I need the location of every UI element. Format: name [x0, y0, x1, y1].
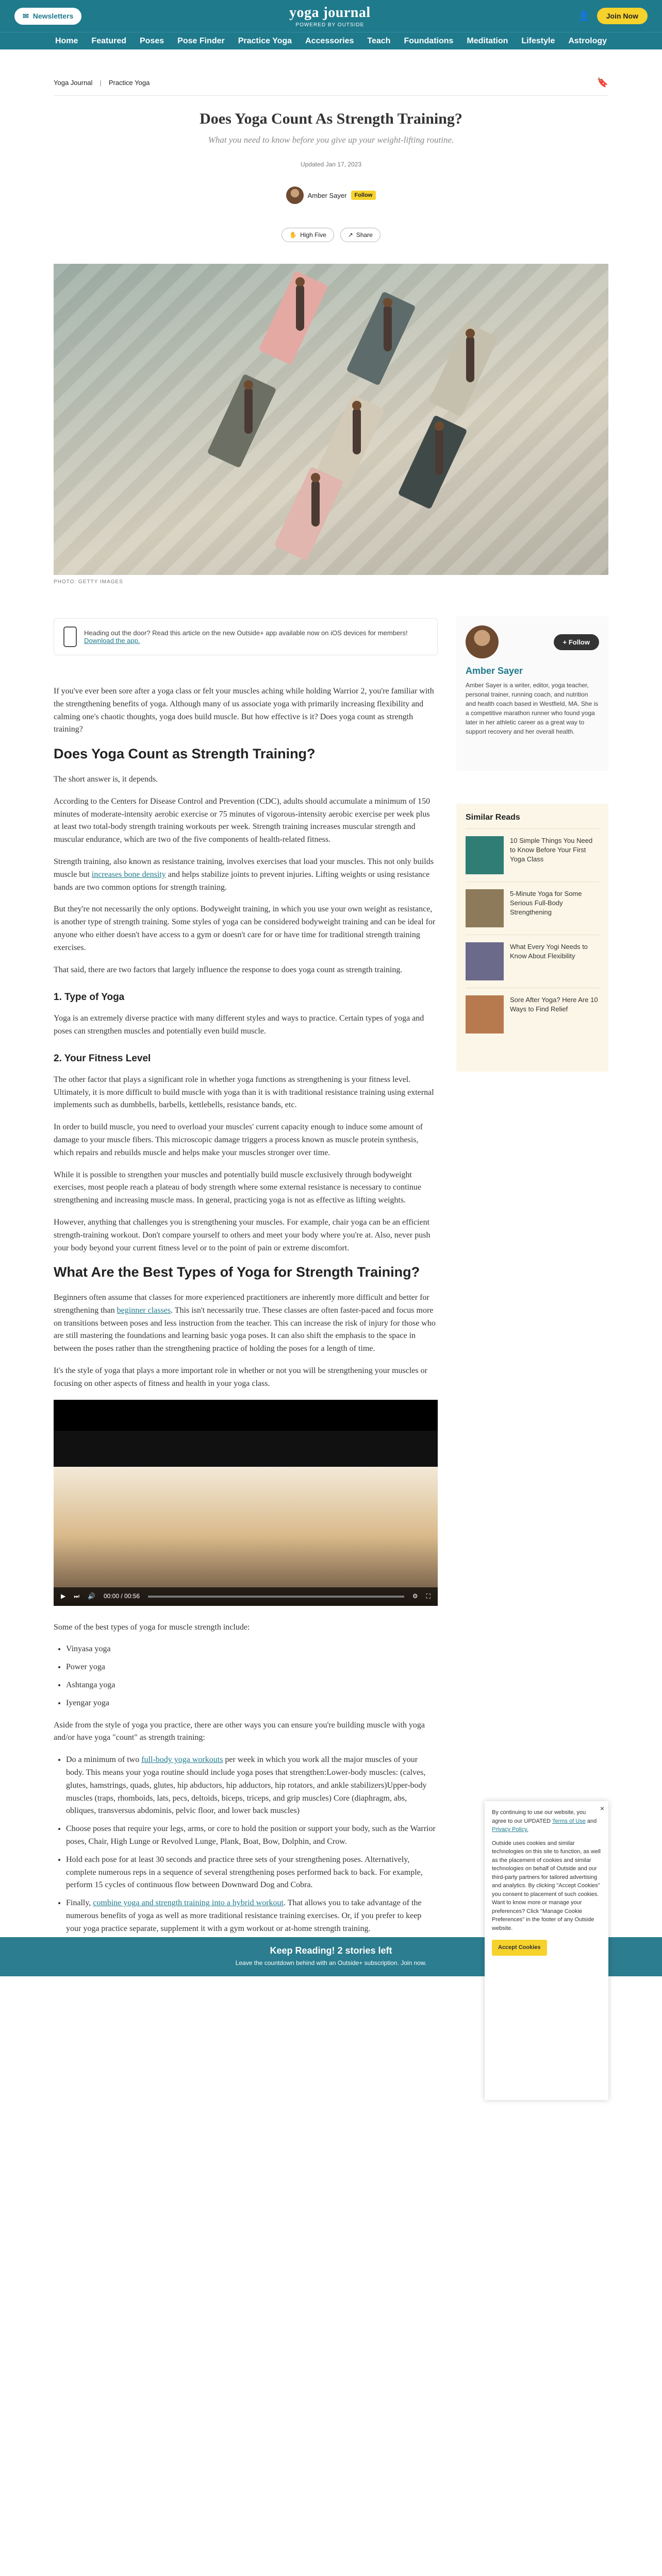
similar-read-item[interactable]: 5-Minute Yoga for Some Serious Full-Body Strengthening	[466, 882, 599, 935]
paragraph: Aside from the style of yoga you practice, there are other ways you can ensure you're building muscle with yoga and/or have yoga "count" as strength training:	[54, 1720, 425, 1742]
article-body	[54, 685, 438, 1961]
similar-read-thumbnail	[466, 889, 504, 927]
similar-read-item[interactable]: What Every Yogi Needs to Know About Flexibility	[466, 935, 599, 988]
nav-item[interactable]: Pose Finder	[177, 36, 225, 45]
list-item: • Finally, combine yoga and strength training into a hybrid workout. That allows you to take advantage of the numerous benefits of yoga as well as more traditional resistance training exercises. Or, if you prefer to keep your yoga practice separate, supplement it with a gym workout or at-home strength training.	[66, 1897, 438, 1935]
author-name[interactable]: Amber Sayer	[307, 191, 347, 199]
plus-icon: +	[562, 638, 569, 646]
nav-item[interactable]: Featured	[91, 36, 126, 45]
paragraph: The other factor that plays a significant role in whether yoga functions as strengthening is your fitness level. Ultimately, it is more difficult to build muscle with yoga than it is with traditional resistance training using external implements such as dumbbells, barbells, kettlebells, resistance bands, etc.	[54, 1075, 434, 1110]
cookie-text: Outside uses cookies and similar technologies on this site to function, as well as the placement of cookies and similar technologies on behalf of Outside and our third-party partners for tailored advertising and analytics. By clicking "Accept Cookies" you consent to placement of such cookies. Want to know more or manage your preferences? Click "Manage Cookie Preferences" in the footer of any Outside website.	[492, 1840, 601, 1931]
paragraph: Some of the best types of yoga for muscle strength include:	[54, 1622, 250, 1632]
play-icon[interactable]: ▶	[61, 1592, 66, 1600]
volume-icon[interactable]: 🔊	[88, 1592, 95, 1600]
accept-cookies-button[interactable]: Accept Cookies	[492, 1940, 547, 1956]
video-player[interactable]	[54, 1400, 438, 1606]
paragraph: According to the Centers for Disease Control and Prevention (CDC), adults should accumulate a minimum of 150 minutes of moderate-intensity aerobic exercise or 75 minutes of vigorous-intensity aerobic exercise per week plus at least two total-body strength training workouts per week. Strength training increases muscular strength and muscular endurance, which are two of the five components of health-related fitness.	[54, 796, 431, 844]
page-subtitle: What you need to know before you give up your weight-lifting routine.	[208, 135, 454, 145]
section-heading: What Are the Best Types of Yoga for Strength Training?	[54, 1264, 420, 1280]
settings-icon[interactable]: ⚙	[412, 1592, 418, 1600]
newsletters-button[interactable]: ✉ Newsletters	[14, 8, 81, 25]
breadcrumb-separator: |	[100, 79, 102, 87]
nav-item[interactable]: Poses	[140, 36, 164, 45]
byline	[0, 187, 662, 204]
inline-link[interactable]: combine yoga and strength training into a hybrid workout	[93, 1899, 284, 1908]
paragraph: The short answer is, it depends.	[54, 774, 158, 784]
top-bar	[0, 0, 662, 32]
privacy-link[interactable]: Privacy Policy.	[492, 1826, 528, 1833]
paragraph: It's the style of yoga that plays a more important role in whether or not you will be strengthening your muscles or focusing on other aspects of fitness and health in your yoga class.	[54, 1366, 427, 1388]
site-logo[interactable]: yoga journal POWERED BY OUTSIDE	[289, 4, 371, 28]
page-title: Does Yoga Count As Strength Training?	[200, 110, 462, 127]
skip-icon[interactable]: ⏭	[74, 1592, 80, 1600]
video-time: 00:00 / 00:56	[104, 1592, 140, 1600]
subsection-heading: 2. Your Fitness Level	[54, 1053, 151, 1064]
similar-reads	[456, 804, 608, 1072]
share-icon: ↗	[347, 231, 353, 239]
photo-credit: PHOTO: GETTY IMAGES	[54, 579, 123, 585]
paragraph: Beginners often assume that classes for more experienced practitioners are inherently more difficult and better for strengthening than beginner classes. This isn't necessarily true. These classes are often faster-paced and focus more on transitions between poses and less instruction from the teacher. This can increase the risk of injury for those who are still mastering the foundations and learning basic yoga poses. It can also shift the emphasis to the space in between the poses rather than the strengthening practice of holding the poses for a length of time.	[54, 1293, 436, 1353]
author-card	[456, 616, 608, 771]
tips-list	[66, 1754, 438, 1935]
list-item: • Ashtanga yoga	[66, 1679, 438, 1692]
nav-item[interactable]: Meditation	[467, 36, 508, 45]
hero-image	[54, 264, 608, 575]
mail-icon: ✉	[23, 11, 29, 20]
paragraph: Strength training, also known as resistance training, involves exercises that load your muscles. This not only builds muscle but increases bone density and helps stabilize joints to prevent injuries. Lifting weights or using resistance bands are two common options for strength training.	[54, 857, 434, 892]
article-actions	[0, 228, 662, 242]
paragraph: Yoga is an extremely diverse practice with many different styles and ways to practice. Certain types of yoga and poses can strengthen muscles and potentially even build muscle.	[54, 1013, 424, 1036]
hand-icon: ✋	[289, 231, 297, 239]
nav-item[interactable]: Practice Yoga	[238, 36, 292, 45]
video-controls	[54, 1587, 438, 1606]
nav-item[interactable]: Home	[55, 36, 78, 45]
similar-read-item[interactable]: 10 Simple Things You Need to Know Before Your First Yoga Class	[466, 828, 599, 882]
nav-item[interactable]: Astrology	[568, 36, 607, 45]
video-progress-bar[interactable]	[148, 1596, 404, 1598]
similar-read-thumbnail	[466, 942, 504, 980]
list-item: • Power yoga	[66, 1661, 438, 1674]
yoga-style-list	[66, 1643, 438, 1709]
join-now-button[interactable]: Join Now	[597, 8, 648, 24]
author-name[interactable]: Amber Sayer	[466, 666, 523, 676]
similar-read-thumbnail	[466, 836, 504, 874]
similar-read-thumbnail	[466, 995, 504, 1033]
list-item: • Iyengar yoga	[66, 1697, 438, 1710]
paragraph: However, anything that challenges you is strengthening your muscles. For example, chair yoga can be an efficient strength-training workout. Don't compare yourself to others and meet your body where you're at. Also, never push your body beyond your current fitness level or to the point of pain or extreme discomfort.	[54, 1217, 431, 1252]
nav-item[interactable]: Foundations	[404, 36, 454, 45]
updated-date: Updated Jan 17, 2023	[300, 161, 362, 168]
paragraph: While it is possible to strengthen your muscles and potentially build muscle exclusively through bodyweight exercises, most people reach a plateau of body strength where some external resistance is necessary to continue strengthening and increasing muscle mass. In general, practicing yoga is not as effective as lifting weights.	[54, 1170, 422, 1205]
list-item: • Choose poses that require your legs, arms, or core to hold the position or support your body, such as the Warrior poses, Chair, High Lunge or Revolved Lunge, Plank, Boat, Bow, Dolphin, and Crow.	[66, 1823, 438, 1849]
download-app-link[interactable]: Download the app.	[84, 637, 140, 645]
similar-reads-title: Similar Reads	[466, 813, 520, 822]
list-item: • Hold each pose for at least 30 seconds and practice three sets of your strengthening poses. Alternatively, complete numerous reps in a sequence of several strengthening poses performed back to back. For example, perform 15 cycles of continuous flow between Downward Dog and Cobra.	[66, 1854, 438, 1892]
user-icon[interactable]: 👤	[578, 10, 590, 21]
follow-button[interactable]: + Follow	[554, 634, 599, 650]
share-button[interactable]: ↗ Share	[340, 228, 380, 242]
terms-link[interactable]: Terms of Use	[552, 1818, 586, 1824]
author-avatar[interactable]	[286, 187, 304, 204]
nav-item[interactable]: Teach	[367, 36, 391, 45]
app-banner: Heading out the door? Read this article on the new Outside+ app available now on iOS devices for members! Download the app.	[54, 618, 438, 655]
nav-item[interactable]: Accessories	[305, 36, 354, 45]
cookie-consent-panel: × By continuing to use our website, you agree to our UPDATED Terms of Use and Privacy Policy. Outside uses cookies and similar technologies on this site to function, as well as the placement of cookies and similar technologies on behalf of Outside and our third-party partners for tailored advertising and analytics. By clicking "Accept Cookies" you consent to placement of such cookies. Want to know more or manage your preferences? Click "Manage Cookie Preferences" in the footer of any Outside website. Accept Cookies	[485, 1801, 608, 2100]
fullscreen-icon[interactable]: ⛶	[426, 1592, 431, 1600]
author-bio: Amber Sayer is a writer, editor, yoga teacher, personal trainer, running coach, and nutrition and health coach based in Westfield, MA. She is a competitive marathon runner who found yoga later in her athletic career as a great way to support recovery and her overall health.	[466, 682, 599, 735]
breadcrumb-item[interactable]: Practice Yoga	[108, 79, 150, 87]
close-icon[interactable]: ×	[600, 1804, 604, 1812]
list-item: • Vinyasa yoga	[66, 1643, 438, 1656]
section-heading: Does Yoga Count as Strength Training?	[54, 746, 316, 762]
intro-paragraph: If you've ever been sore after a yoga class or felt your muscles aching while holding Warrior 2, you're familiar with the strengthening benefits of yoga. Although many of us associate yoga with primarily increasing flexibility and calming one's chaotic thoughts, yoga does build muscle. But how effective is it? Does yoga count as strength training?	[54, 687, 434, 734]
high-five-button[interactable]: ✋ High Five	[282, 228, 334, 242]
paragraph: In order to build muscle, you need to overload your muscles' current capacity enough to induce some amount of damage to your muscle fibers. This microscopic damage triggers a process known as muscle protein synthesis, which repairs and rebuilds muscle and helps make your muscles stronger over time.	[54, 1123, 423, 1157]
similar-read-item[interactable]: Sore After Yoga? Here Are 10 Ways to Find Relief	[466, 988, 599, 1041]
inline-link[interactable]: full-body yoga workouts	[141, 1755, 223, 1765]
inline-link[interactable]: beginner classes	[117, 1306, 171, 1315]
bookmark-icon[interactable]: 🔖	[597, 77, 608, 88]
keep-reading-banner[interactable]: Keep Reading! 2 stories left Leave the countdown behind with an Outside+ subscription. Join now.	[0, 1937, 662, 1976]
list-item: • Do a minimum of two full-body yoga workouts per week in which you work all the major muscles of your body. This means your yoga routine should include yoga poses that strengthen:Lower-body muscles: (calves, glutes, hamstrings, quads, glutes, hip abductors, hip adductors, hip rotators, and ankle stabilizers)Upper-body muscles (traps, rhomboids, lats, pecs, deltoids, biceps, triceps, and grip muscles) Core (diaphragm, abs, obliques, transversus abdominis, pelvic floor, and lower back muscles)	[66, 1754, 438, 1818]
nav-item[interactable]: Lifestyle	[521, 36, 555, 45]
paragraph: But they're not necessarily the only options. Bodyweight training, in which you use your own weight as resistance, is another type of strength training. Some styles of yoga can be considered bodyweight training and can be ideal for anyone who either doesn't have access to a gym or doesn't care for or have time for traditional strength training exercises.	[54, 905, 436, 952]
breadcrumb	[54, 77, 608, 96]
follow-badge[interactable]: Follow	[351, 191, 376, 200]
subsection-heading: 1. Type of Yoga	[54, 992, 125, 1003]
breadcrumb-item[interactable]: Yoga Journal	[54, 79, 93, 87]
inline-link[interactable]: increases bone density	[91, 870, 166, 879]
paragraph: That said, there are two factors that largely influence the response to does yoga count as strength training.	[54, 965, 403, 974]
main-nav	[0, 32, 662, 49]
phone-icon	[63, 626, 77, 647]
author-avatar[interactable]	[466, 625, 499, 658]
